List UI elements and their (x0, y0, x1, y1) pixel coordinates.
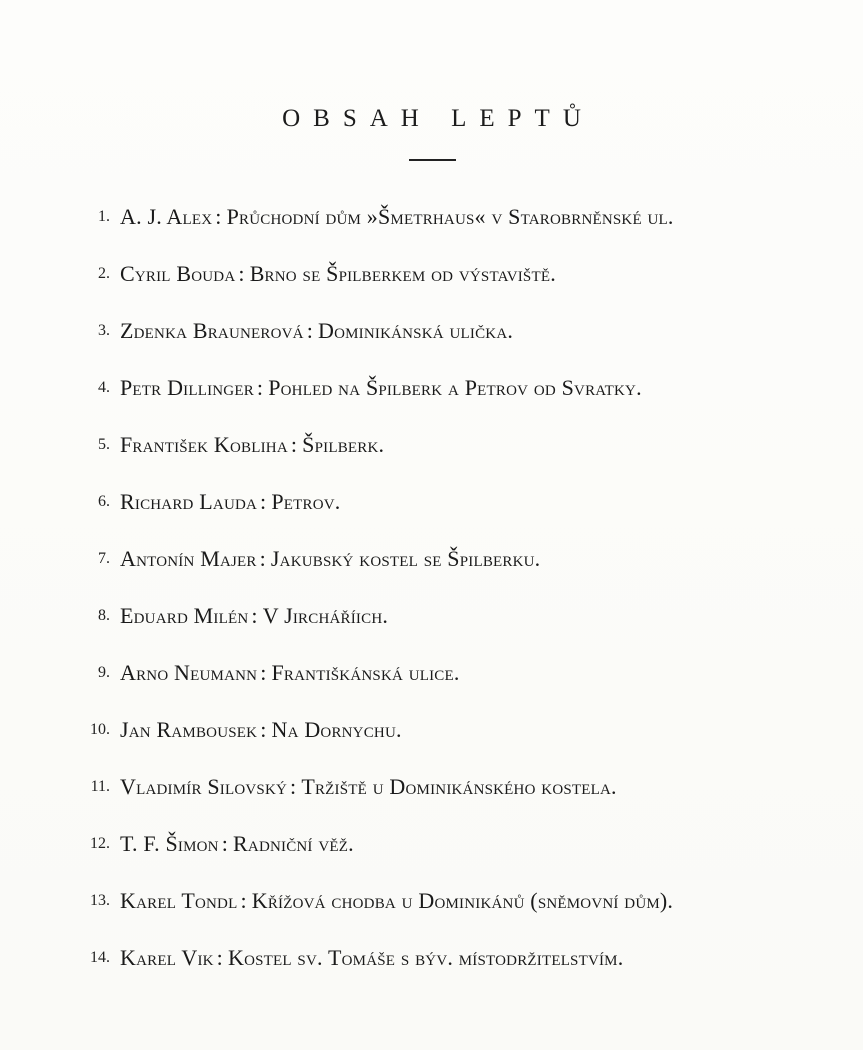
entry-author: Richard Lauda (120, 489, 258, 514)
entry-text (120, 432, 384, 458)
toc-entry (0, 831, 863, 861)
entry-text (120, 945, 623, 971)
entry-author: Karel Tondl (120, 888, 238, 913)
entry-number: 9. (98, 664, 110, 681)
entry-author: Antonín Majer (120, 546, 257, 571)
entry-author: Karel Vik (120, 945, 214, 970)
toc-entry (0, 888, 863, 918)
entry-work-title: Kostel sv. Tomáše s býv. místodržitelstvím. (227, 945, 624, 970)
entry-text (120, 546, 540, 572)
title-rule (409, 159, 456, 161)
entry-work-title: Křížová chodba u Dominikánů (sněmovní dům). (251, 888, 674, 913)
entry-author: Zdenka Braunerová (120, 318, 304, 343)
entry-number: 2. (98, 265, 110, 282)
entry-separator: : (260, 489, 267, 514)
entry-number: 10. (90, 721, 110, 738)
entry-separator: : (260, 660, 267, 685)
entry-number: 8. (98, 607, 110, 624)
toc-entry (0, 660, 863, 690)
entry-work-title: Dominikánská ulička. (318, 318, 514, 343)
toc-entry (0, 318, 863, 348)
entry-work-title: Tržiště u Dominikánského kostela. (301, 774, 617, 799)
toc-entry (0, 489, 863, 519)
entry-work-title: Petrov. (271, 489, 341, 514)
toc-entry (0, 774, 863, 804)
entry-author: T. F. Šimon (120, 831, 219, 856)
entry-number: 4. (98, 379, 110, 396)
entry-separator: : (260, 717, 267, 742)
toc-entry (0, 261, 863, 291)
entry-number: 5. (98, 436, 110, 453)
toc-entry (0, 432, 863, 462)
entry-number: 12. (90, 835, 110, 852)
entry-work-title: Špilberk. (302, 432, 385, 457)
entry-number: 7. (98, 550, 110, 567)
entry-separator: : (251, 603, 258, 628)
entry-work-title: Františkánská ulice. (271, 660, 460, 685)
entry-separator: : (290, 774, 297, 799)
entry-work-title: Jakubský kostel se Špilberku. (270, 546, 541, 571)
entry-separator: : (216, 945, 223, 970)
entry-author: A. J. Alex (120, 204, 213, 229)
entry-number: 11. (90, 778, 110, 795)
entry-text (120, 318, 513, 344)
page-title: OBSAH LEPTŮ (282, 104, 594, 132)
entry-text (120, 489, 341, 515)
entry-work-title: Na Dornychu. (271, 717, 402, 742)
entry-separator: : (306, 318, 313, 343)
toc-entry (0, 375, 863, 405)
entry-work-title: V Jircháříich. (262, 603, 389, 628)
entry-work-title: Pohled na Špilberk a Petrov od Svratky. (268, 375, 642, 400)
entry-author: Jan Rambousek (120, 717, 258, 742)
entry-text (120, 774, 617, 800)
entry-number: 6. (98, 493, 110, 510)
entry-text (120, 660, 460, 686)
entry-work-title: Radniční věž. (233, 831, 354, 856)
toc-entry (0, 603, 863, 633)
entry-number: 13. (90, 892, 110, 909)
entry-text (120, 261, 556, 287)
entry-work-title: Průchodní dům »Šmetrhaus« v Starobrněnské ul. (226, 204, 674, 229)
toc-entry (0, 717, 863, 747)
entry-text (120, 717, 402, 743)
entry-text (120, 888, 673, 914)
entry-text (120, 603, 388, 629)
entry-author: Arno Neumann (120, 660, 258, 685)
entry-number: 1. (98, 208, 110, 225)
toc-entry (0, 204, 863, 234)
entry-separator: : (256, 375, 264, 400)
entry-work-title: Brno se Špilberkem od výstaviště. (249, 261, 556, 286)
entry-author: Eduard Milén (120, 603, 249, 628)
entry-text (120, 204, 674, 230)
entry-separator: : (240, 888, 247, 913)
entry-number: 14. (90, 949, 110, 966)
toc-entry (0, 546, 863, 576)
entry-separator: : (259, 546, 266, 571)
entry-text (120, 375, 642, 401)
entry-text (120, 831, 354, 857)
entry-separator: : (290, 432, 298, 457)
entry-author: František Kobliha (120, 432, 288, 457)
entry-separator: : (215, 204, 222, 229)
entry-author: Petr Dillinger (120, 375, 254, 400)
entry-author: Vladimír Silovský (120, 774, 288, 799)
entry-number: 3. (98, 322, 110, 339)
toc-entry (0, 945, 863, 975)
entry-author: Cyril Bouda (120, 261, 236, 286)
entry-separator: : (221, 831, 229, 856)
entry-separator: : (238, 261, 245, 286)
